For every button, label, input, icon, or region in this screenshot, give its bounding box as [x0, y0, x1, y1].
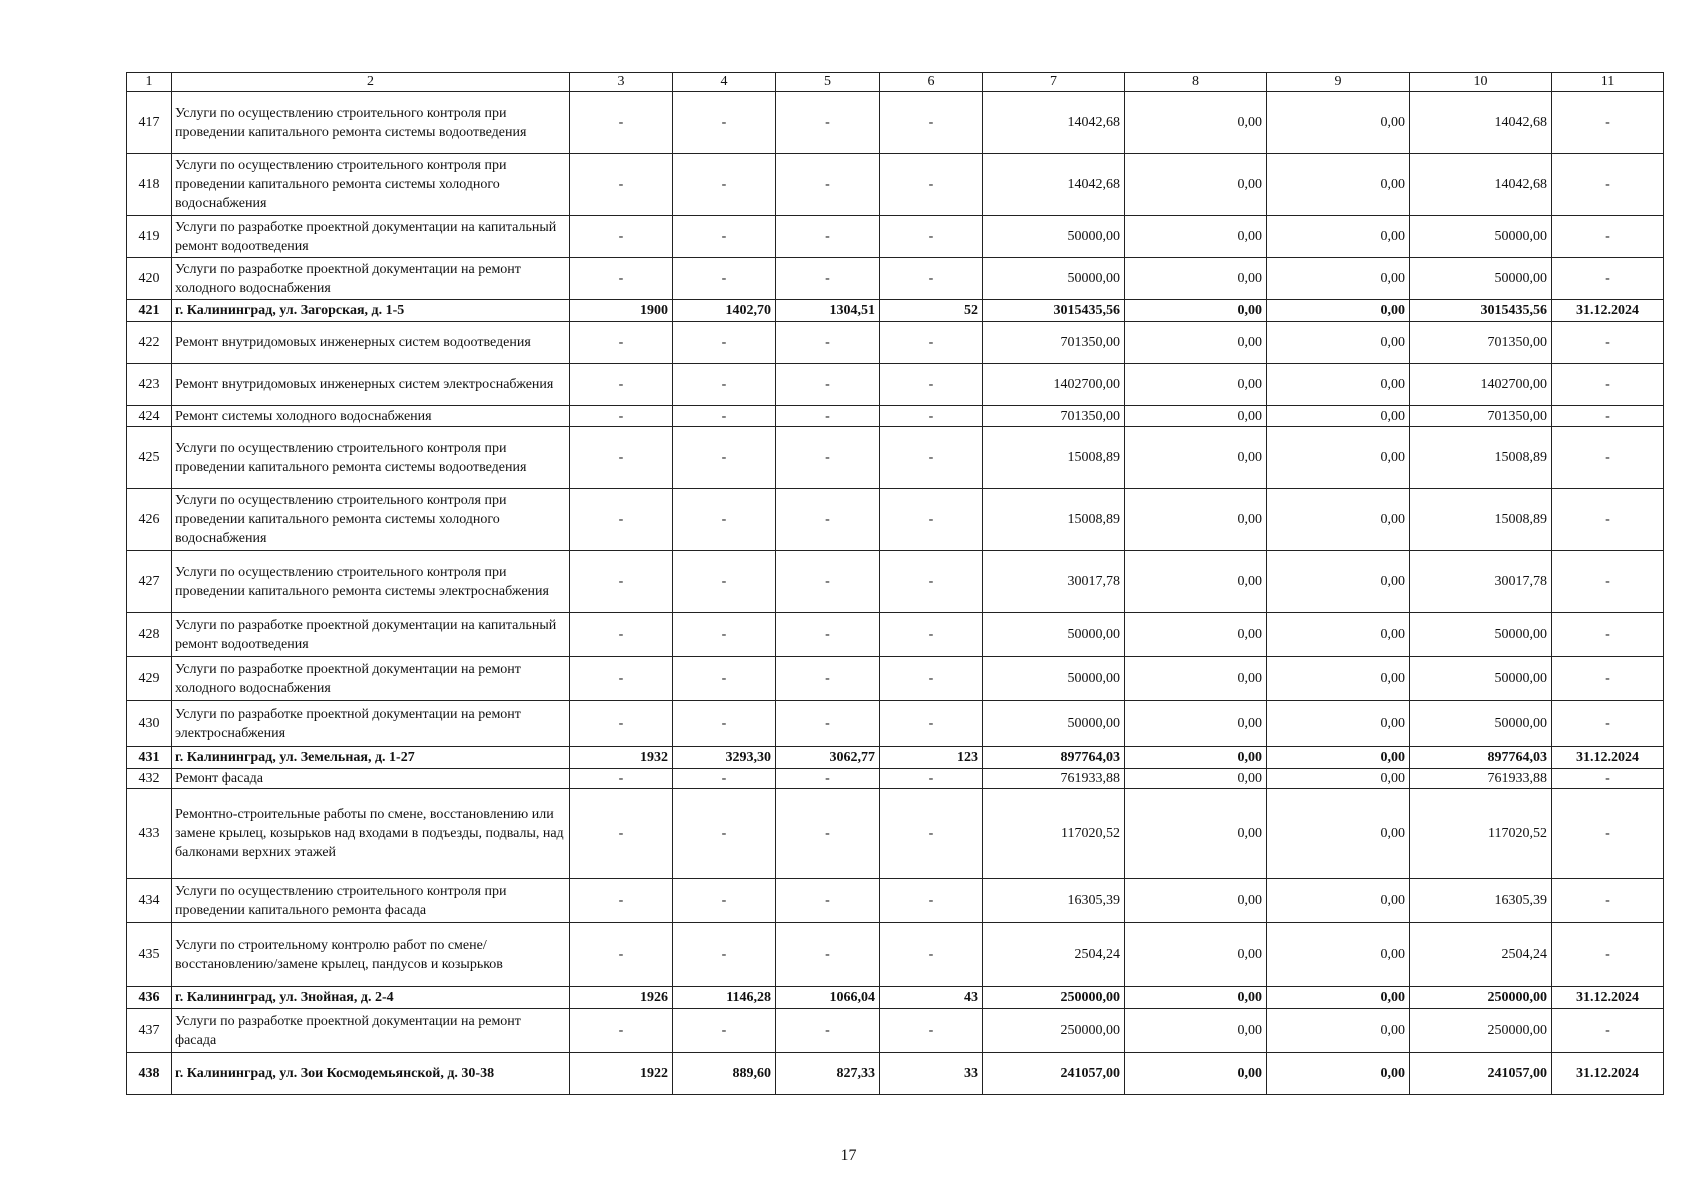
cost-column-8-cell: 0,00 — [1125, 657, 1267, 701]
residents-cell: - — [880, 258, 983, 300]
residents-cell: - — [880, 701, 983, 747]
deadline-cell: - — [1552, 427, 1664, 489]
residents-cell: - — [880, 322, 983, 364]
cost-column-9-cell: 0,00 — [1267, 923, 1410, 987]
deadline-cell: - — [1552, 154, 1664, 216]
cost-column-8-cell: 0,00 — [1125, 300, 1267, 322]
work-item-row — [127, 701, 1664, 747]
cost-column-8-cell: 0,00 — [1125, 216, 1267, 258]
cost-column-9-cell: 0,00 — [1267, 1053, 1410, 1095]
description-cell: Ремонт фасада — [172, 769, 570, 789]
total-cost-cell: 16305,39 — [983, 879, 1125, 923]
residents-cell: - — [880, 613, 983, 657]
work-item-row — [127, 364, 1664, 406]
residents-cell: 123 — [880, 747, 983, 769]
year-built-cell: - — [570, 489, 673, 551]
row-number-cell: 417 — [127, 92, 172, 154]
description-cell: г. Калининград, ул. Земельная, д. 1-27 — [172, 747, 570, 769]
cost-column-9-cell: 0,00 — [1267, 154, 1410, 216]
year-built-cell: 1932 — [570, 747, 673, 769]
page-number: 17 — [840, 1147, 857, 1164]
living-area-cell: - — [776, 322, 880, 364]
cost-column-10-cell: 14042,68 — [1410, 154, 1552, 216]
cost-column-10-cell: 16305,39 — [1410, 879, 1552, 923]
cost-column-8-cell: 0,00 — [1125, 701, 1267, 747]
cost-column-9-cell: 0,00 — [1267, 701, 1410, 747]
cost-column-10-cell: 3015435,56 — [1410, 300, 1552, 322]
year-built-cell: - — [570, 769, 673, 789]
residents-cell: 33 — [880, 1053, 983, 1095]
cost-column-10-cell: 250000,00 — [1410, 1009, 1552, 1053]
total-area-cell: - — [673, 613, 776, 657]
living-area-cell: - — [776, 1009, 880, 1053]
description-cell: Ремонт внутридомовых инженерных систем водоотведения — [172, 322, 570, 364]
total-cost-cell: 761933,88 — [983, 769, 1125, 789]
row-number-cell: 436 — [127, 987, 172, 1009]
cost-column-9-cell: 0,00 — [1267, 258, 1410, 300]
residents-cell: - — [880, 154, 983, 216]
cost-column-10-cell: 14042,68 — [1410, 92, 1552, 154]
description-cell: Услуги по разработке проектной документации на ремонт фасада — [172, 1009, 570, 1053]
description-cell: Услуги по осуществлению строительного контроля при проведении капитального ремонта системы холодного водоснабжения — [172, 154, 570, 216]
living-area-cell: - — [776, 789, 880, 879]
cost-column-8-cell: 0,00 — [1125, 747, 1267, 769]
year-built-cell: - — [570, 657, 673, 701]
year-built-cell: - — [570, 427, 673, 489]
living-area-cell: - — [776, 657, 880, 701]
description-cell: Ремонт системы холодного водоснабжения — [172, 406, 570, 427]
description-cell: г. Калининград, ул. Загорская, д. 1-5 — [172, 300, 570, 322]
description-cell: Услуги по разработке проектной документации на капитальный ремонт водоотведения — [172, 613, 570, 657]
column-header: 8 — [1125, 73, 1267, 92]
deadline-cell: - — [1552, 1009, 1664, 1053]
total-area-cell: - — [673, 322, 776, 364]
row-number-cell: 431 — [127, 747, 172, 769]
cost-column-8-cell: 0,00 — [1125, 879, 1267, 923]
living-area-cell: - — [776, 427, 880, 489]
work-item-row — [127, 879, 1664, 923]
year-built-cell: - — [570, 322, 673, 364]
cost-column-10-cell: 701350,00 — [1410, 322, 1552, 364]
description-cell: Ремонт внутридомовых инженерных систем электроснабжения — [172, 364, 570, 406]
living-area-cell: - — [776, 364, 880, 406]
deadline-cell: - — [1552, 489, 1664, 551]
total-cost-cell: 15008,89 — [983, 427, 1125, 489]
living-area-cell: - — [776, 406, 880, 427]
work-item-row — [127, 258, 1664, 300]
total-cost-cell: 50000,00 — [983, 613, 1125, 657]
deadline-cell: 31.12.2024 — [1552, 1053, 1664, 1095]
total-area-cell: - — [673, 769, 776, 789]
cost-column-8-cell: 0,00 — [1125, 551, 1267, 613]
deadline-cell: - — [1552, 789, 1664, 879]
cost-column-10-cell: 117020,52 — [1410, 789, 1552, 879]
living-area-cell: - — [776, 489, 880, 551]
work-item-row — [127, 769, 1664, 789]
residents-cell: - — [880, 923, 983, 987]
total-cost-cell: 241057,00 — [983, 1053, 1125, 1095]
year-built-cell: - — [570, 551, 673, 613]
year-built-cell: - — [570, 789, 673, 879]
cost-column-9-cell: 0,00 — [1267, 92, 1410, 154]
cost-column-9-cell: 0,00 — [1267, 657, 1410, 701]
cost-column-9-cell: 0,00 — [1267, 551, 1410, 613]
cost-column-9-cell: 0,00 — [1267, 216, 1410, 258]
column-header: 7 — [983, 73, 1125, 92]
total-cost-cell: 50000,00 — [983, 657, 1125, 701]
deadline-cell: 31.12.2024 — [1552, 747, 1664, 769]
living-area-cell: - — [776, 258, 880, 300]
cost-column-8-cell: 0,00 — [1125, 427, 1267, 489]
cost-column-9-cell: 0,00 — [1267, 364, 1410, 406]
deadline-cell: - — [1552, 923, 1664, 987]
cost-column-10-cell: 897764,03 — [1410, 747, 1552, 769]
deadline-cell: - — [1552, 92, 1664, 154]
description-cell: Услуги по разработке проектной документации на ремонт электроснабжения — [172, 701, 570, 747]
column-header: 4 — [673, 73, 776, 92]
living-area-cell: - — [776, 701, 880, 747]
total-cost-cell: 701350,00 — [983, 406, 1125, 427]
living-area-cell: - — [776, 923, 880, 987]
total-cost-cell: 250000,00 — [983, 987, 1125, 1009]
total-area-cell: - — [673, 657, 776, 701]
deadline-cell: - — [1552, 657, 1664, 701]
living-area-cell: 1066,04 — [776, 987, 880, 1009]
row-number-cell: 435 — [127, 923, 172, 987]
deadline-cell: - — [1552, 879, 1664, 923]
cost-column-10-cell: 250000,00 — [1410, 987, 1552, 1009]
column-header: 5 — [776, 73, 880, 92]
total-cost-cell: 1402700,00 — [983, 364, 1125, 406]
cost-column-9-cell: 0,00 — [1267, 747, 1410, 769]
deadline-cell: - — [1552, 216, 1664, 258]
living-area-cell: - — [776, 551, 880, 613]
total-area-cell: - — [673, 489, 776, 551]
address-row — [127, 987, 1664, 1009]
living-area-cell: - — [776, 154, 880, 216]
deadline-cell: - — [1552, 701, 1664, 747]
cost-column-8-cell: 0,00 — [1125, 154, 1267, 216]
cost-column-10-cell: 1402700,00 — [1410, 364, 1552, 406]
cost-column-8-cell: 0,00 — [1125, 789, 1267, 879]
description-cell: г. Калининград, ул. Знойная, д. 2-4 — [172, 987, 570, 1009]
cost-column-9-cell: 0,00 — [1267, 489, 1410, 551]
cost-column-8-cell: 0,00 — [1125, 322, 1267, 364]
living-area-cell: - — [776, 879, 880, 923]
row-number-cell: 438 — [127, 1053, 172, 1095]
living-area-cell: 3062,77 — [776, 747, 880, 769]
total-cost-cell: 250000,00 — [983, 1009, 1125, 1053]
description-cell: Услуги по осуществлению строительного контроля при проведении капитального ремонта системы водоотведения — [172, 92, 570, 154]
total-area-cell: 889,60 — [673, 1053, 776, 1095]
deadline-cell: 31.12.2024 — [1552, 987, 1664, 1009]
cost-column-8-cell: 0,00 — [1125, 1053, 1267, 1095]
year-built-cell: - — [570, 879, 673, 923]
cost-column-9-cell: 0,00 — [1267, 613, 1410, 657]
column-header: 10 — [1410, 73, 1552, 92]
row-number-cell: 418 — [127, 154, 172, 216]
year-built-cell: - — [570, 613, 673, 657]
living-area-cell: 1304,51 — [776, 300, 880, 322]
cost-column-8-cell: 0,00 — [1125, 92, 1267, 154]
work-item-row — [127, 216, 1664, 258]
work-item-row — [127, 1009, 1664, 1053]
row-number-cell: 428 — [127, 613, 172, 657]
residents-cell: - — [880, 427, 983, 489]
description-cell: Услуги по осуществлению строительного контроля при проведении капитального ремонта системы электроснабжения — [172, 551, 570, 613]
column-header: 2 — [172, 73, 570, 92]
cost-column-10-cell: 50000,00 — [1410, 258, 1552, 300]
deadline-cell: - — [1552, 258, 1664, 300]
cost-column-10-cell: 50000,00 — [1410, 657, 1552, 701]
total-area-cell: - — [673, 923, 776, 987]
row-number-cell: 437 — [127, 1009, 172, 1053]
total-area-cell: 3293,30 — [673, 747, 776, 769]
residents-cell: - — [880, 657, 983, 701]
cost-column-9-cell: 0,00 — [1267, 879, 1410, 923]
cost-column-10-cell: 241057,00 — [1410, 1053, 1552, 1095]
cost-column-10-cell: 15008,89 — [1410, 489, 1552, 551]
residents-cell: - — [880, 489, 983, 551]
total-cost-cell: 117020,52 — [983, 789, 1125, 879]
description-cell: Услуги по разработке проектной документации на капитальный ремонт водоотведения — [172, 216, 570, 258]
cost-column-10-cell: 701350,00 — [1410, 406, 1552, 427]
living-area-cell: - — [776, 769, 880, 789]
cost-column-8-cell: 0,00 — [1125, 613, 1267, 657]
description-cell: Услуги по осуществлению строительного контроля при проведении капитального ремонта системы холодного водоснабжения — [172, 489, 570, 551]
total-cost-cell: 897764,03 — [983, 747, 1125, 769]
deadline-cell: - — [1552, 406, 1664, 427]
residents-cell: 43 — [880, 987, 983, 1009]
row-number-cell: 424 — [127, 406, 172, 427]
row-number-cell: 427 — [127, 551, 172, 613]
total-area-cell: - — [673, 789, 776, 879]
deadline-cell: - — [1552, 551, 1664, 613]
row-number-cell: 425 — [127, 427, 172, 489]
total-cost-cell: 50000,00 — [983, 216, 1125, 258]
total-area-cell: - — [673, 92, 776, 154]
living-area-cell: - — [776, 92, 880, 154]
description-cell: Услуги по разработке проектной документации на ремонт холодного водоснабжения — [172, 258, 570, 300]
cost-column-9-cell: 0,00 — [1267, 1009, 1410, 1053]
living-area-cell: - — [776, 613, 880, 657]
cost-column-9-cell: 0,00 — [1267, 769, 1410, 789]
row-number-cell: 423 — [127, 364, 172, 406]
cost-column-9-cell: 0,00 — [1267, 789, 1410, 879]
total-area-cell: 1402,70 — [673, 300, 776, 322]
residents-cell: - — [880, 879, 983, 923]
cost-column-8-cell: 0,00 — [1125, 769, 1267, 789]
total-cost-cell: 14042,68 — [983, 154, 1125, 216]
total-area-cell: - — [673, 216, 776, 258]
deadline-cell: 31.12.2024 — [1552, 300, 1664, 322]
deadline-cell: - — [1552, 364, 1664, 406]
total-area-cell: - — [673, 551, 776, 613]
total-cost-cell: 701350,00 — [983, 322, 1125, 364]
total-area-cell: - — [673, 1009, 776, 1053]
total-area-cell: - — [673, 364, 776, 406]
work-item-row — [127, 551, 1664, 613]
total-cost-cell: 15008,89 — [983, 489, 1125, 551]
work-item-row — [127, 427, 1664, 489]
row-number-cell: 421 — [127, 300, 172, 322]
total-cost-cell: 3015435,56 — [983, 300, 1125, 322]
cost-column-10-cell: 50000,00 — [1410, 216, 1552, 258]
description-cell: Услуги по разработке проектной документации на ремонт холодного водоснабжения — [172, 657, 570, 701]
cost-column-8-cell: 0,00 — [1125, 987, 1267, 1009]
work-item-row — [127, 154, 1664, 216]
cost-column-9-cell: 0,00 — [1267, 300, 1410, 322]
year-built-cell: - — [570, 92, 673, 154]
deadline-cell: - — [1552, 322, 1664, 364]
year-built-cell: 1926 — [570, 987, 673, 1009]
total-area-cell: 1146,28 — [673, 987, 776, 1009]
data-table — [126, 72, 1664, 1095]
description-cell: Ремонтно-строительные работы по смене, восстановлению или замене крылец, козырьков над входами в подъезды, подвалы, над балконами верхних этажей — [172, 789, 570, 879]
column-header: 1 — [127, 73, 172, 92]
cost-column-8-cell: 0,00 — [1125, 364, 1267, 406]
row-number-cell: 433 — [127, 789, 172, 879]
description-cell: Услуги по осуществлению строительного контроля при проведении капитального ремонта системы водоотведения — [172, 427, 570, 489]
year-built-cell: - — [570, 1009, 673, 1053]
cost-column-10-cell: 15008,89 — [1410, 427, 1552, 489]
total-area-cell: - — [673, 427, 776, 489]
work-item-row — [127, 92, 1664, 154]
row-number-cell: 430 — [127, 701, 172, 747]
work-item-row — [127, 789, 1664, 879]
total-cost-cell: 50000,00 — [983, 701, 1125, 747]
cost-column-8-cell: 0,00 — [1125, 923, 1267, 987]
row-number-cell: 422 — [127, 322, 172, 364]
residents-cell: - — [880, 406, 983, 427]
year-built-cell: - — [570, 364, 673, 406]
residents-cell: - — [880, 551, 983, 613]
residents-cell: - — [880, 216, 983, 258]
description-cell: Услуги по осуществлению строительного контроля при проведении капитального ремонта фасада — [172, 879, 570, 923]
year-built-cell: - — [570, 406, 673, 427]
cost-column-9-cell: 0,00 — [1267, 427, 1410, 489]
deadline-cell: - — [1552, 613, 1664, 657]
deadline-cell: - — [1552, 769, 1664, 789]
total-area-cell: - — [673, 258, 776, 300]
work-item-row — [127, 613, 1664, 657]
residents-cell: - — [880, 769, 983, 789]
living-area-cell: 827,33 — [776, 1053, 880, 1095]
cost-column-9-cell: 0,00 — [1267, 322, 1410, 364]
cost-column-8-cell: 0,00 — [1125, 489, 1267, 551]
year-built-cell: - — [570, 154, 673, 216]
residents-cell: - — [880, 789, 983, 879]
year-built-cell: 1922 — [570, 1053, 673, 1095]
row-number-cell: 432 — [127, 769, 172, 789]
residents-cell: - — [880, 92, 983, 154]
cost-column-10-cell: 761933,88 — [1410, 769, 1552, 789]
cost-column-10-cell: 50000,00 — [1410, 701, 1552, 747]
year-built-cell: - — [570, 216, 673, 258]
row-number-cell: 429 — [127, 657, 172, 701]
row-number-cell: 419 — [127, 216, 172, 258]
description-cell: г. Калининград, ул. Зои Космодемьянской, д. 30-38 — [172, 1053, 570, 1095]
work-item-row — [127, 657, 1664, 701]
address-row — [127, 747, 1664, 769]
description-cell: Услуги по строительному контролю работ по смене/восстановлению/замене крылец, пандусов и козырьков — [172, 923, 570, 987]
column-header: 3 — [570, 73, 673, 92]
column-header: 11 — [1552, 73, 1664, 92]
work-item-row — [127, 489, 1664, 551]
work-item-row — [127, 406, 1664, 427]
year-built-cell: - — [570, 701, 673, 747]
address-row — [127, 300, 1664, 322]
total-area-cell: - — [673, 701, 776, 747]
cost-column-10-cell: 50000,00 — [1410, 613, 1552, 657]
year-built-cell: 1900 — [570, 300, 673, 322]
cost-column-9-cell: 0,00 — [1267, 987, 1410, 1009]
cost-column-8-cell: 0,00 — [1125, 406, 1267, 427]
column-number-header-row — [127, 73, 1664, 92]
living-area-cell: - — [776, 216, 880, 258]
total-cost-cell: 50000,00 — [983, 258, 1125, 300]
work-item-row — [127, 322, 1664, 364]
total-cost-cell: 14042,68 — [983, 92, 1125, 154]
row-number-cell: 426 — [127, 489, 172, 551]
total-area-cell: - — [673, 406, 776, 427]
residents-cell: 52 — [880, 300, 983, 322]
column-header: 9 — [1267, 73, 1410, 92]
year-built-cell: - — [570, 923, 673, 987]
total-area-cell: - — [673, 879, 776, 923]
year-built-cell: - — [570, 258, 673, 300]
address-row — [127, 1053, 1664, 1095]
total-cost-cell: 2504,24 — [983, 923, 1125, 987]
cost-column-10-cell: 30017,78 — [1410, 551, 1552, 613]
work-item-row — [127, 923, 1664, 987]
residents-cell: - — [880, 364, 983, 406]
cost-column-10-cell: 2504,24 — [1410, 923, 1552, 987]
residents-cell: - — [880, 1009, 983, 1053]
row-number-cell: 420 — [127, 258, 172, 300]
cost-column-8-cell: 0,00 — [1125, 1009, 1267, 1053]
total-cost-cell: 30017,78 — [983, 551, 1125, 613]
cost-column-9-cell: 0,00 — [1267, 406, 1410, 427]
total-area-cell: - — [673, 154, 776, 216]
row-number-cell: 434 — [127, 879, 172, 923]
cost-column-8-cell: 0,00 — [1125, 258, 1267, 300]
column-header: 6 — [880, 73, 983, 92]
